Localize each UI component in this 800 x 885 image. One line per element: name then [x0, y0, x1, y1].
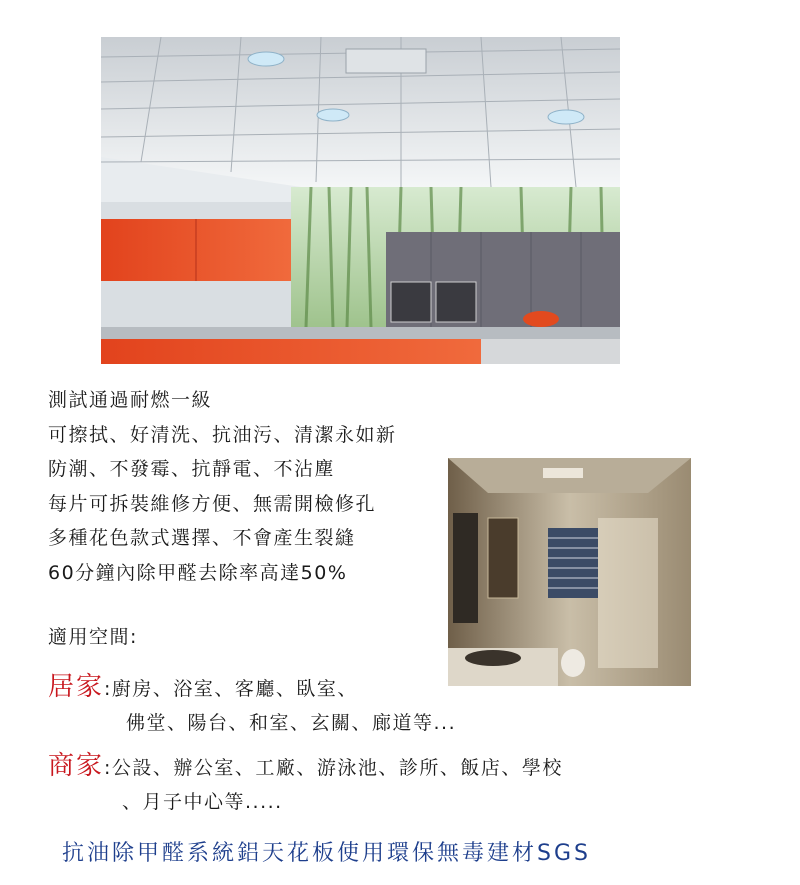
home-tag: 居家: [48, 672, 105, 702]
home-row: [48, 666, 358, 703]
feature-item: 測試通過耐燃一級: [48, 389, 213, 411]
home-line-1: 廚房、浴室、客廳、臥室、: [111, 678, 358, 700]
home-colon: :: [104, 678, 112, 700]
commercial-row-2: [122, 787, 283, 814]
feature-item: 每片可拆裝維修方便、無需開檢修孔: [48, 492, 377, 515]
feature-item: 多種花色款式選擇、不會產生裂縫: [48, 527, 356, 549]
kitchen-photo: [101, 37, 620, 364]
commercial-row: [48, 745, 563, 782]
commercial-line-2: 、月子中心等.....: [122, 791, 283, 813]
commercial-colon: :: [104, 757, 112, 779]
commercial-tag: 商家: [48, 751, 105, 781]
spaces-heading: 適用空間:: [48, 626, 138, 648]
feature-item: 可擦拭、好清洗、抗油污、清潔永如新: [48, 423, 397, 446]
feature-item: 60分鐘內除甲醛去除率高達50%: [48, 561, 348, 584]
bathroom-photo: [448, 458, 691, 686]
home-row-2: [126, 708, 456, 735]
feature-list: [48, 383, 397, 590]
commercial-line-1: 公設、辦公室、工廠、游泳池、診所、飯店、學校: [111, 757, 563, 779]
home-line-2: 佛堂、陽台、和室、玄關、廊道等...: [126, 712, 457, 734]
feature-item: 防潮、不發霉、抗靜電、不沾塵: [48, 458, 336, 480]
footer-tagline: 抗油除甲醛系統鋁天花板使用環保無毒建材SGS: [62, 841, 591, 866]
